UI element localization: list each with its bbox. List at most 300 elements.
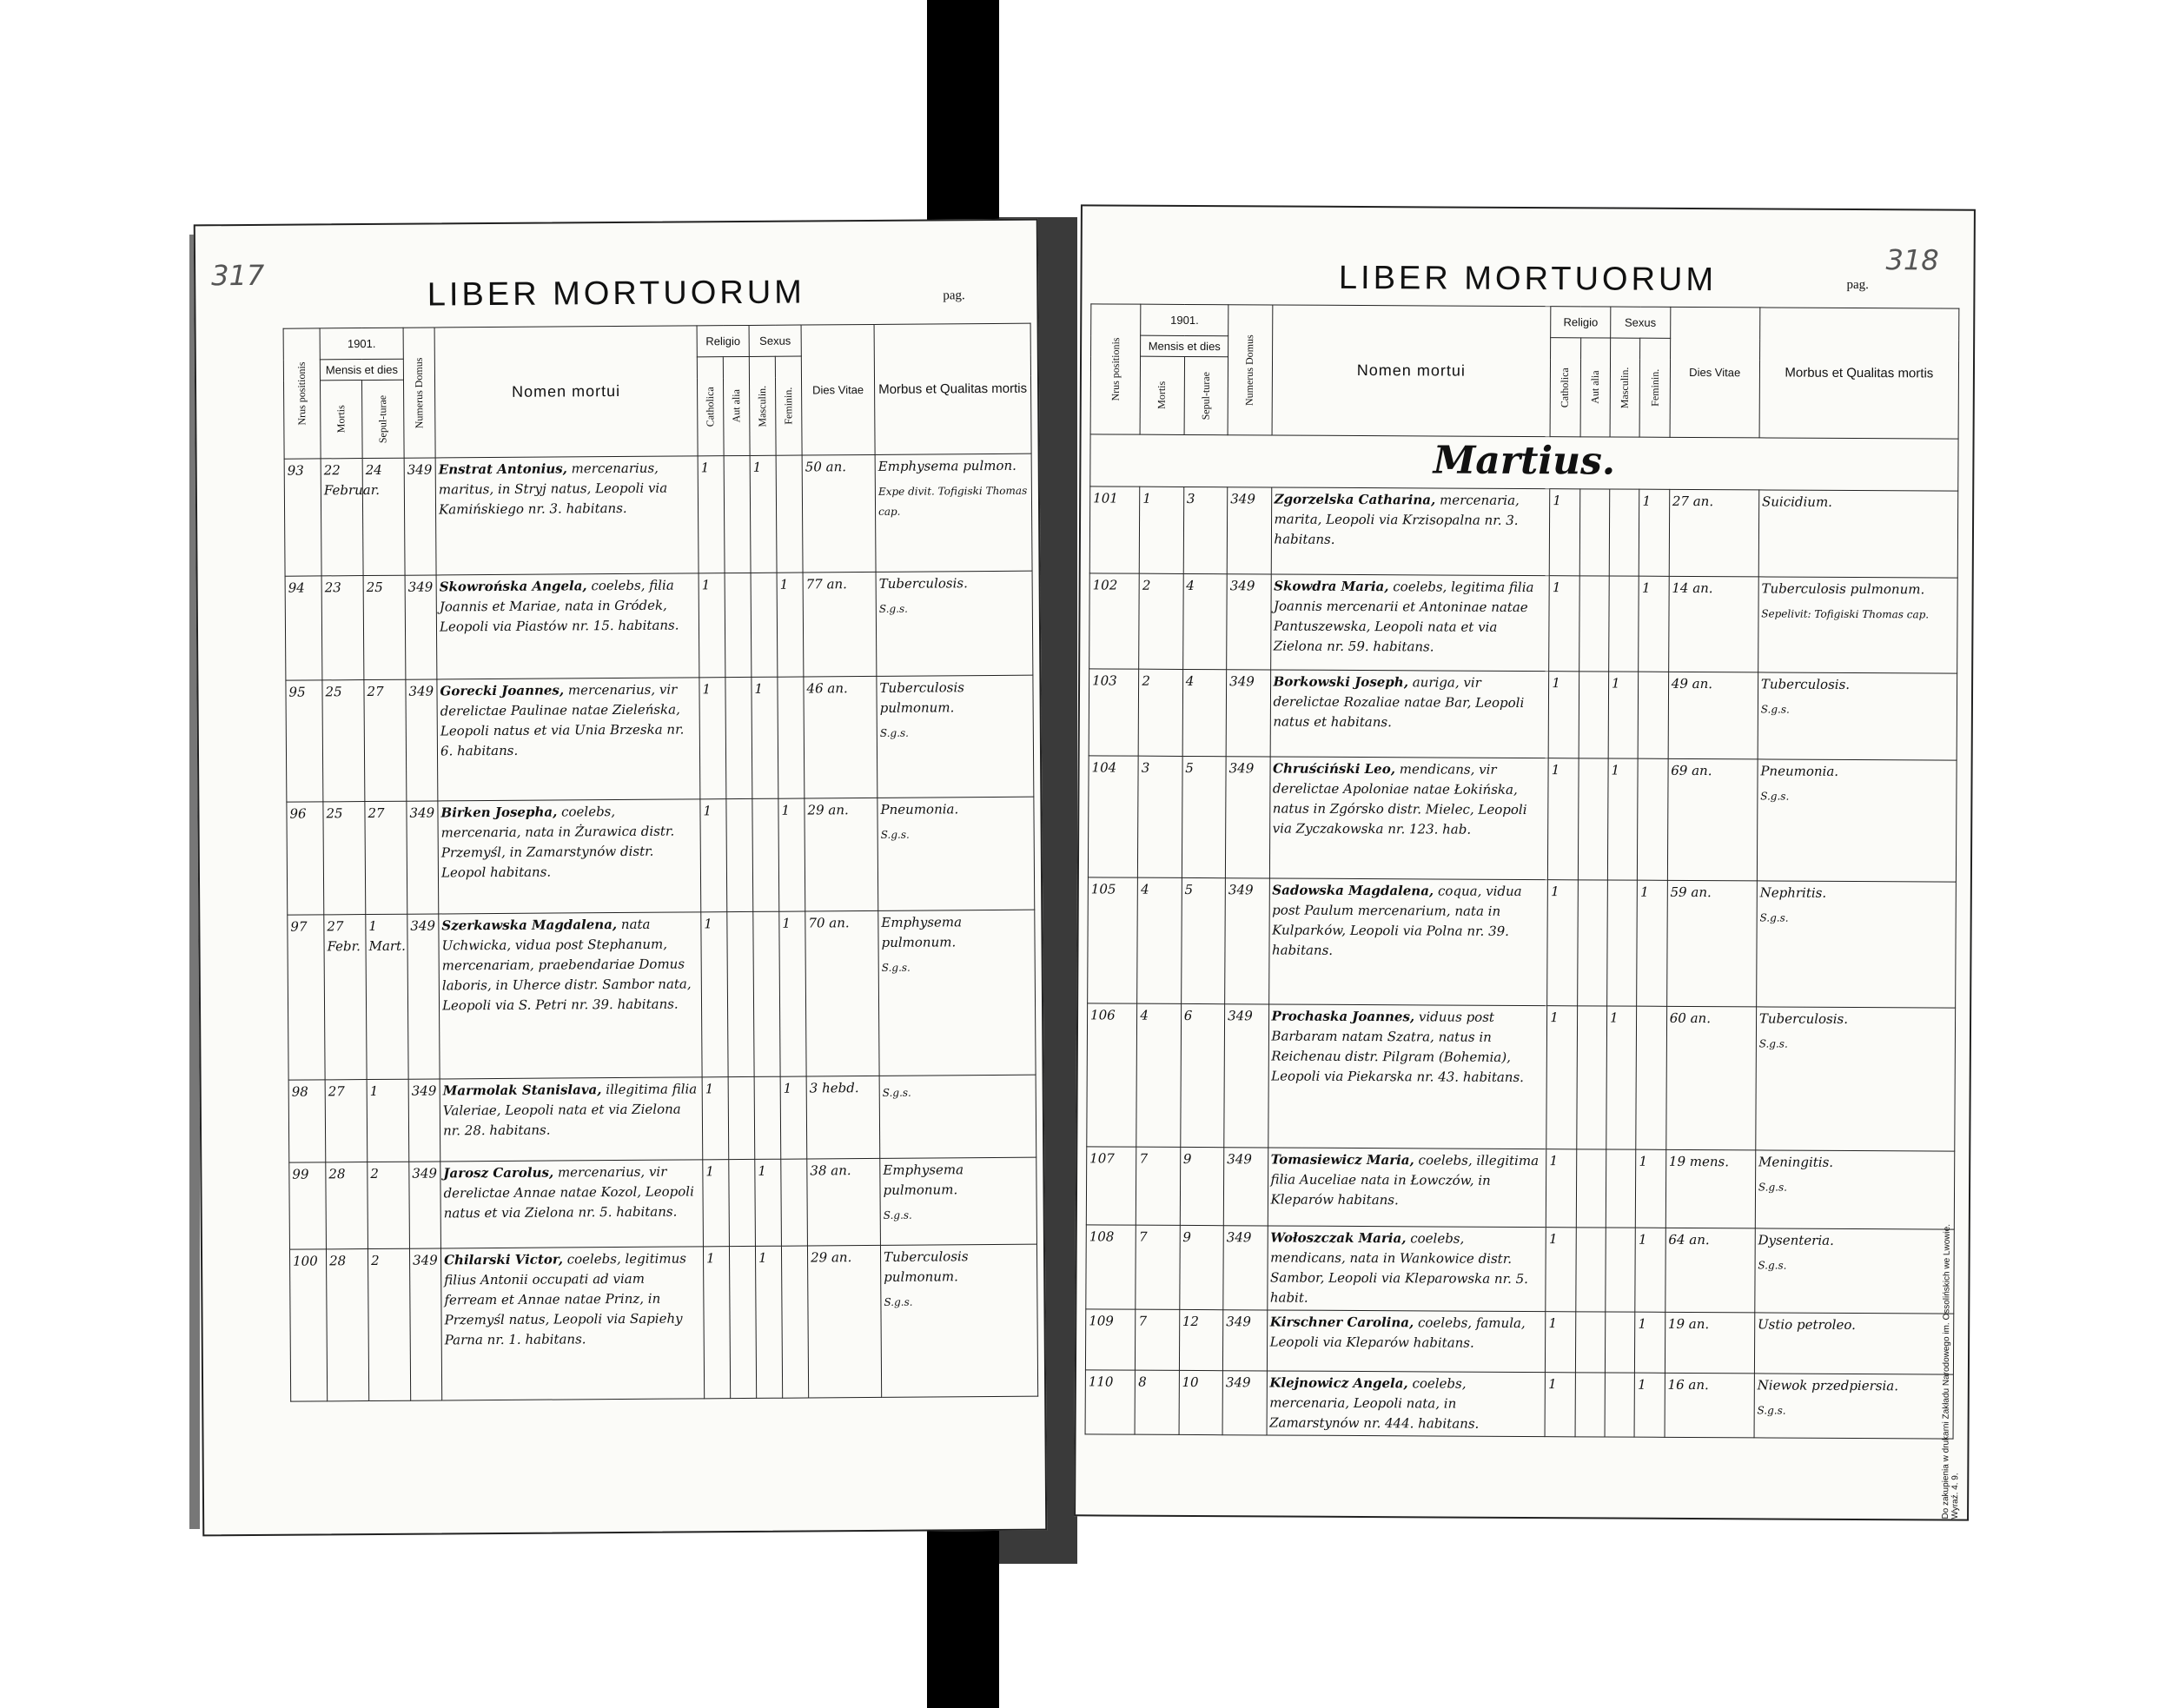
religion-catholic: 1 <box>700 799 727 912</box>
religion-catholic: 1 <box>1549 489 1579 576</box>
register-entry <box>286 675 1034 802</box>
cause-of-death: Tuberculosis pulmonum. <box>884 1248 969 1285</box>
header-aut-alia: Aut alia <box>1580 338 1611 437</box>
age: 46 an. <box>804 676 877 798</box>
death-date: 2 <box>1139 573 1183 669</box>
entry-name-cell <box>1270 574 1549 672</box>
religion-other <box>726 798 753 911</box>
age: 70 an. <box>805 910 879 1076</box>
entry-number: 95 <box>286 680 323 802</box>
death-date: 7 <box>1136 1309 1180 1370</box>
signature-note: Sepelivit: Tofigiski Thomas cap. <box>1761 607 1930 621</box>
sex-male <box>1606 1228 1636 1312</box>
religion-catholic: 1 <box>1546 1228 1576 1312</box>
entry-name-cell <box>1268 878 1548 1006</box>
age: 50 an. <box>802 454 876 573</box>
burial-date: 6 <box>1180 1003 1224 1147</box>
religion-other <box>724 455 751 573</box>
entry-name-cell <box>1271 487 1550 576</box>
house-number: 349 <box>1223 1310 1268 1371</box>
register-entry <box>1085 1370 1953 1439</box>
house-number: 349 <box>405 575 437 679</box>
entry-name-cell <box>1267 1371 1546 1437</box>
cause-cell <box>877 797 1035 910</box>
sex-male: 1 <box>1607 758 1638 880</box>
page-number: 317 <box>211 258 265 293</box>
cause-of-death: Ustio petroleo. <box>1757 1316 1856 1334</box>
entry-description: coelebs, mendicans, nata in Wankowice distr. Sambor, Leopoli via Kleparowska nr. 5. habit. <box>1269 1230 1529 1306</box>
cause-cell <box>875 453 1032 572</box>
burial-date: 9 <box>1179 1225 1223 1309</box>
cause-cell <box>1754 1313 1954 1374</box>
entry-name-cell <box>1269 757 1548 880</box>
religion-catholic: 1 <box>1546 1006 1577 1149</box>
cause-of-death: Meningitis. <box>1758 1154 1834 1170</box>
age: 29 an. <box>807 1245 881 1398</box>
burial-date: 27 <box>364 679 407 801</box>
cause-of-death: Tuberculosis pulmonum. <box>879 679 964 716</box>
sex-male: 1 <box>1608 672 1639 758</box>
deceased-name: Borkowski Joseph, <box>1273 673 1409 691</box>
entry-name-cell <box>436 573 699 679</box>
sex-male <box>1609 576 1639 672</box>
death-date: 28 <box>326 1249 368 1401</box>
entry-number: 108 <box>1086 1225 1136 1309</box>
sex-female <box>778 677 805 798</box>
entry-number: 101 <box>1089 487 1140 573</box>
header-nomen: Nomen mortui <box>1272 305 1552 437</box>
sex-female <box>1638 672 1668 758</box>
deceased-name: Zgorzelska Catharina, <box>1274 491 1436 508</box>
header-religio: Religio <box>697 325 749 356</box>
cause-of-death: Tuberculosis. <box>1760 676 1851 692</box>
signature-note <box>1758 1340 1950 1341</box>
sex-male: 1 <box>755 1246 782 1398</box>
religion-catholic: 1 <box>1546 1312 1576 1373</box>
entry-description: coelebs, famula, Leopoli via Kleparów habitans. <box>1269 1314 1526 1351</box>
register-entry <box>1089 669 1957 760</box>
signature-note: S.g.s. <box>1760 703 1790 716</box>
death-date: 1 <box>1140 487 1184 573</box>
sex-female: 1 <box>1635 1312 1665 1373</box>
entry-name-cell <box>1270 670 1549 758</box>
header-sepulturae: Sepul-turae <box>1184 356 1228 434</box>
house-number: 349 <box>1227 487 1271 574</box>
entry-description: mercenaria, marita, Leopoli via Krzisopalna nr. 3. habitans. <box>1274 492 1520 547</box>
signature-note: Expe divit. Tofigiski Thomas cap. <box>877 484 1028 518</box>
age: 29 an. <box>805 798 878 911</box>
cause-of-death: Emphysema pulmon. <box>877 457 1016 474</box>
deceased-name: Gorecki Joannes, <box>440 682 565 699</box>
religion-catholic: 1 <box>703 1160 730 1247</box>
house-number: 349 <box>408 1079 440 1162</box>
header-catholica: Catholica <box>1550 338 1580 437</box>
burial-date: 1 Mart. <box>366 914 408 1079</box>
cause-of-death: Emphysema pulmonum. <box>883 1162 964 1198</box>
signature-note: S.g.s. <box>883 1208 912 1221</box>
entry-name-cell <box>1267 1226 1546 1312</box>
sex-female <box>781 1159 808 1246</box>
entry-number: 102 <box>1089 573 1140 669</box>
age: 27 an. <box>1669 489 1759 577</box>
register-entry <box>1086 1225 1954 1314</box>
entry-name-cell <box>440 1247 704 1400</box>
deceased-name: Chruściński Leo, <box>1273 760 1396 778</box>
deceased-name: Skowrońska Angela, <box>439 578 587 595</box>
header-feminini: Feminin. <box>1639 338 1670 437</box>
sex-female: 1 <box>1639 489 1670 576</box>
religion-other <box>1578 758 1608 880</box>
entry-number: 107 <box>1086 1147 1136 1225</box>
sex-male <box>753 911 780 1076</box>
cause-cell <box>880 1157 1037 1245</box>
house-number: 349 <box>1223 1148 1268 1226</box>
entry-number: 96 <box>287 802 324 915</box>
entry-number: 93 <box>284 459 321 576</box>
cause-of-death: Dysenteria. <box>1758 1232 1834 1248</box>
burial-date: 24 <box>362 458 405 575</box>
death-date: 25 <box>322 680 365 802</box>
religion-catholic: 1 <box>1548 672 1579 758</box>
entry-description: coelebs, legitima filia Joannis mercenarii et Antoninae natae Pantuszewska, Leopoli nata et via Zielona nr. 59. habitans. <box>1273 579 1534 655</box>
sex-male <box>752 798 779 911</box>
entry-description: mendicans, vir derelictae Apoloniae natae Łokińska, natus in Zgórsko distr. Mielec, Leopoli via Zyczakowska nr. 123. hab. <box>1272 761 1527 837</box>
entry-description: mercenarius, maritus, in Stryj natus, Leopoli via Kamińskiego nr. 3. habitans. <box>438 460 668 518</box>
header-dies-vitae: Dies Vitae <box>801 324 875 455</box>
register-entry <box>1087 1003 1956 1151</box>
religion-other <box>1579 576 1609 672</box>
deceased-name: Birken Josepha, <box>440 804 558 821</box>
sex-female: 1 <box>1637 880 1667 1006</box>
house-number: 349 <box>1223 1226 1268 1310</box>
header-masculini: Masculin. <box>1610 338 1640 437</box>
register-entry <box>284 453 1032 576</box>
signature-note: S.g.s. <box>1758 1181 1787 1194</box>
religion-other <box>1575 1373 1606 1437</box>
religion-catholic: 1 <box>1547 880 1578 1006</box>
religion-catholic: 1 <box>702 1077 729 1160</box>
religion-catholic: 1 <box>1549 576 1579 672</box>
header-year: 1901. <box>1141 304 1228 336</box>
house-number: 349 <box>407 914 440 1079</box>
religion-catholic: 1 <box>701 912 728 1077</box>
sex-female: 1 <box>777 573 804 677</box>
entry-number: 99 <box>289 1162 327 1249</box>
entry-description: mercenarius, vir derelictae Annae natae Kozol, Leopoli natus et via Zielona nr. 5. habitans. <box>443 1163 694 1221</box>
signature-note: S.g.s. <box>882 1086 911 1099</box>
register-entry <box>289 1244 1037 1401</box>
cause-of-death: Niewok przedpiersia. <box>1757 1377 1899 1394</box>
entry-number: 104 <box>1088 756 1138 877</box>
entry-description: auriga, vir derelictae Rozaliae natae Bar, Leopoli natus et habitans. <box>1273 674 1525 731</box>
burial-date: 1 <box>367 1079 409 1162</box>
house-number: 349 <box>1226 670 1270 757</box>
sex-female <box>776 455 803 573</box>
entry-name-cell <box>439 912 702 1079</box>
burial-date: 9 <box>1180 1147 1224 1225</box>
signature-note: S.g.s. <box>1757 1404 1786 1417</box>
cause-cell <box>1758 672 1957 760</box>
cause-cell <box>1756 1007 1956 1151</box>
header-religio: Religio <box>1551 307 1611 338</box>
cause-of-death: Tuberculosis. <box>1758 1010 1849 1027</box>
sex-female: 1 <box>780 1076 807 1159</box>
religion-catholic: 1 <box>698 456 725 573</box>
entry-name-cell <box>1268 1148 1546 1228</box>
register-entry <box>1088 877 1957 1008</box>
register-entry <box>288 1075 1036 1162</box>
cause-cell <box>1754 1374 1954 1439</box>
header-numerus-domus: Numerus Domus <box>403 328 435 458</box>
burial-date: 2 <box>368 1162 410 1248</box>
header-sexus: Sexus <box>1611 307 1671 338</box>
death-date: 4 <box>1136 1003 1181 1147</box>
death-date: 27 <box>325 1080 368 1162</box>
sex-female <box>1636 1006 1666 1149</box>
religion-other <box>1579 672 1609 758</box>
month-heading: Martius. <box>1090 434 1958 491</box>
religion-other <box>728 1076 755 1159</box>
register-entry <box>1085 1309 1953 1374</box>
deceased-name: Chilarski Victor, <box>444 1251 563 1268</box>
entry-number: 98 <box>288 1080 326 1162</box>
sex-female: 1 <box>1635 1228 1665 1312</box>
pag-label: pag. <box>943 288 965 303</box>
sex-male: 1 <box>750 455 777 573</box>
deceased-name: Marmolak Stanislava, <box>442 1082 602 1099</box>
sex-male: 1 <box>752 677 778 798</box>
religion-other <box>725 573 752 677</box>
cause-cell <box>1756 881 1956 1008</box>
header-year: 1901. <box>320 328 403 360</box>
header-mensis: Mensis et dies <box>320 359 403 381</box>
cause-cell <box>877 675 1034 798</box>
cause-of-death: Pneumonia. <box>880 801 959 818</box>
age: 64 an. <box>1665 1228 1756 1313</box>
cause-of-death: Suicidium. <box>1761 493 1833 510</box>
page-title: LIBER MORTUORUM <box>1338 259 1718 299</box>
cause-of-death: Emphysema pulmonum. <box>881 914 963 950</box>
religion-other <box>729 1159 756 1246</box>
entry-number: 105 <box>1088 877 1138 1003</box>
register-entry <box>288 910 1036 1080</box>
death-date: 4 <box>1137 877 1182 1003</box>
house-number: 349 <box>1227 574 1271 670</box>
entry-name-cell <box>438 799 701 914</box>
age: 14 an. <box>1668 576 1758 672</box>
entry-name-cell <box>435 456 699 575</box>
sex-male <box>754 1076 781 1159</box>
register-entry <box>1086 1147 1954 1229</box>
cause-cell <box>1758 490 1958 578</box>
header-catholica: Catholica <box>697 357 724 456</box>
cause-of-death <box>883 1077 1033 1078</box>
header-mortis: Mortis <box>320 381 362 459</box>
burial-date: 5 <box>1182 756 1226 877</box>
printer-note: Do zakupienia w drukarni Zakładu Narodowego im. Ossolińskich we Lwowie. Wyraź. 4. 9. <box>1941 1223 1961 1519</box>
death-date: 7 <box>1136 1225 1180 1309</box>
burial-date: 4 <box>1182 573 1227 669</box>
header-mortis: Mortis <box>1140 356 1184 434</box>
cause-cell <box>1755 1150 1955 1229</box>
cause-cell <box>1757 759 1957 882</box>
deceased-name: Prochaska Joannes, <box>1271 1008 1415 1025</box>
entry-number: 103 <box>1089 669 1139 756</box>
cause-cell <box>880 1244 1037 1397</box>
header-morbus: Morbus et Qualitas mortis <box>874 323 1031 454</box>
entry-name-cell <box>440 1077 703 1162</box>
religion-other <box>1575 1228 1606 1312</box>
sex-male: 1 <box>755 1159 782 1246</box>
religion-other <box>1575 1312 1606 1373</box>
house-number: 349 <box>409 1248 441 1400</box>
cause-cell <box>878 910 1036 1076</box>
header-numerus-domus: Numerus Domus <box>1228 305 1272 435</box>
burial-date: 27 <box>365 801 407 914</box>
age: 19 an. <box>1665 1312 1754 1374</box>
entry-number: 106 <box>1087 1003 1137 1147</box>
death-date: 25 <box>323 802 366 915</box>
deceased-name: Klejnowicz Angela, <box>1269 1374 1408 1392</box>
death-date: 23 <box>321 576 364 680</box>
entry-number: 109 <box>1085 1309 1136 1370</box>
sex-male <box>1606 1149 1636 1228</box>
sex-male: 1 <box>1606 1006 1637 1149</box>
house-number: 349 <box>409 1162 441 1248</box>
cause-cell <box>1755 1228 1955 1314</box>
religion-other <box>725 677 752 798</box>
burial-date: 2 <box>368 1248 410 1400</box>
house-number: 349 <box>1224 1004 1268 1148</box>
age: 77 an. <box>803 572 877 677</box>
age: 19 mens. <box>1665 1149 1756 1228</box>
deceased-name: Sadowska Magdalena, <box>1272 882 1434 899</box>
entry-description: coelebs, filia Joannis et Mariae, nata in Gródek, Leopoli via Piastów nr. 15. habitans. <box>439 577 679 635</box>
register-table <box>283 323 1039 1402</box>
deceased-name: Jarosz Carolus, <box>443 1164 554 1182</box>
age: 16 an. <box>1665 1373 1754 1438</box>
age: 69 an. <box>1667 758 1758 881</box>
signature-note <box>1762 517 1955 518</box>
signature-note: S.g.s. <box>879 726 910 739</box>
entry-description: coelebs, mercenaria, Leopoli nata, in Zamarstynów nr. 444. habitans. <box>1269 1375 1480 1432</box>
sex-female: 1 <box>1639 576 1669 672</box>
burial-date: 12 <box>1179 1309 1223 1370</box>
age: 3 hebd. <box>806 1076 880 1159</box>
register-entry <box>289 1157 1037 1249</box>
header-sepulturae: Sepul-turae <box>361 380 404 458</box>
header-masculini: Masculin. <box>749 356 776 455</box>
death-date: 2 <box>1138 669 1182 756</box>
death-date: 3 <box>1138 756 1182 877</box>
burial-date: 10 <box>1179 1370 1223 1434</box>
register-table <box>1085 303 1960 1439</box>
religion-other <box>729 1246 756 1398</box>
register-entry <box>1089 573 1958 673</box>
sex-female <box>781 1246 808 1398</box>
house-number: 349 <box>1225 757 1269 878</box>
entry-description: coqua, vidua post Paulum mercenarium, nata in Kulparków, Leopoli via Polna nr. 39. habitans. <box>1271 883 1522 958</box>
house-number: 349 <box>404 458 436 575</box>
entry-description: illegitima filia Valeriae, Leopoli nata et via Zielona nr. 28. habitans. <box>442 1081 698 1139</box>
cause-cell <box>876 571 1033 676</box>
religion-other <box>1576 1149 1606 1228</box>
death-date: 8 <box>1135 1370 1179 1434</box>
cause-of-death: Pneumonia. <box>1760 763 1839 779</box>
header-dies-vitae: Dies Vitae <box>1670 307 1760 438</box>
register-entry <box>287 797 1035 915</box>
sex-female <box>1638 758 1668 880</box>
religion-catholic: 1 <box>1546 1149 1577 1228</box>
death-date: 22 Februar. <box>321 459 363 576</box>
entry-description: coelebs, illegitima filia Auceliae nata in Łowczów, in Kleparów habitans. <box>1270 1152 1540 1208</box>
signature-note: S.g.s. <box>881 961 911 974</box>
burial-date: 5 <box>1181 877 1225 1003</box>
entry-name-cell <box>1267 1310 1546 1373</box>
age: 49 an. <box>1668 672 1758 759</box>
signature-note: S.g.s. <box>878 602 909 615</box>
house-number: 349 <box>1222 1371 1267 1435</box>
religion-catholic: 1 <box>1548 758 1579 880</box>
sex-female: 1 <box>779 911 806 1076</box>
age: 38 an. <box>807 1158 881 1246</box>
entry-number: 94 <box>285 576 322 680</box>
entry-number: 100 <box>289 1249 327 1401</box>
religion-other <box>1576 1006 1606 1149</box>
cause-of-death: Tuberculosis pulmonum. <box>1761 580 1925 598</box>
sex-male <box>1607 880 1638 1006</box>
age: 60 an. <box>1665 1006 1756 1150</box>
deceased-name: Wołoszczak Maria, <box>1270 1229 1407 1247</box>
burial-date: 25 <box>363 575 406 679</box>
burial-date: 3 <box>1183 487 1228 573</box>
header-mensis: Mensis et dies <box>1141 335 1228 357</box>
entry-name-cell <box>440 1160 704 1248</box>
sex-male <box>751 573 778 677</box>
entry-description: nata Uchwicka, vidua post Stephanum, mercenariam, praebendariae Domus laboris, in Uherce distr. Sambor nata, Leopoli via S. Petri nr. 39. habitans. <box>441 916 692 1014</box>
left-page <box>194 219 1048 1537</box>
deceased-name: Kirschner Carolina, <box>1269 1314 1414 1331</box>
register-entry <box>285 571 1033 680</box>
deceased-name: Enstrat Antonius, <box>438 460 567 478</box>
sex-female: 1 <box>1634 1373 1665 1437</box>
house-number: 349 <box>407 801 439 914</box>
right-page <box>1074 204 1976 1520</box>
entry-number: 110 <box>1085 1370 1136 1434</box>
religion-other <box>727 911 754 1076</box>
religion-catholic: 1 <box>1545 1373 1575 1437</box>
entry-name-cell <box>437 678 700 801</box>
register-entry <box>1089 487 1958 578</box>
religion-catholic: 1 <box>699 678 726 799</box>
deceased-name: Szerkawska Magdalena, <box>441 917 618 934</box>
header-aut-alia: Aut alia <box>723 356 750 455</box>
signature-note: S.g.s. <box>1758 1259 1787 1272</box>
entry-description: coelebs, mercenaria, nata in Żurawica distr. Przemyśl, in Zamarstynów distr. Leopol habitans. <box>440 804 675 881</box>
sex-female: 1 <box>778 798 805 911</box>
deceased-name: Skowdra Maria, <box>1274 578 1389 595</box>
pag-label: pag. <box>1846 277 1869 293</box>
entry-name-cell <box>1268 1004 1547 1149</box>
burial-date: 4 <box>1182 669 1227 756</box>
header-nrus: Nrus positionis <box>1090 304 1141 434</box>
cause-cell <box>1758 577 1957 673</box>
signature-note: S.g.s. <box>884 1295 913 1308</box>
page-title: LIBER MORTUORUM <box>427 274 805 314</box>
header-nrus: Nrus positionis <box>283 328 321 459</box>
entry-description: coelebs, legitimus filius Antonii occupati ad viam ferream et Annae natae Prinz, in Przemyśl natus, Leopoli via Sapiehy Parna nr. 1. habitans. <box>444 1250 687 1348</box>
header-feminini: Feminin. <box>775 356 802 455</box>
